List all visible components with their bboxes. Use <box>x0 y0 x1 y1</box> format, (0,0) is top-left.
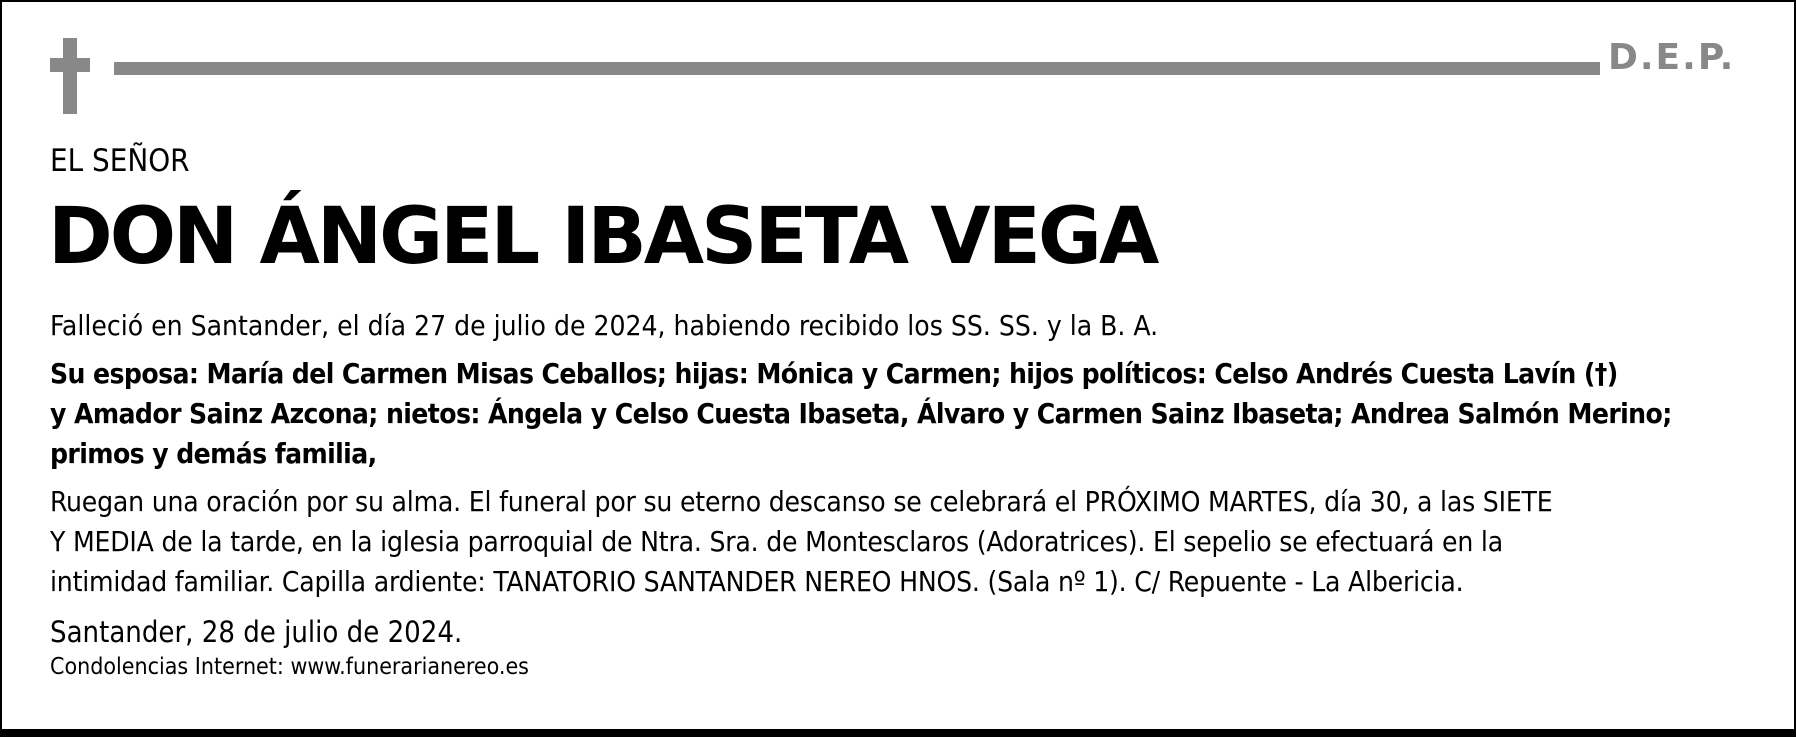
death-statement: Falleció en Santander, el día 27 de julio de 2024, habiendo recibido los SS. SS. y la B. A. <box>50 309 1159 342</box>
header-rule <box>114 62 1600 75</box>
family-line: y Amador Sainz Azcona; nietos: Ángela y Celso Cuesta Ibaseta, Álvaro y Carmen Sainz Ibaseta; Andrea Salmón Merino; <box>50 397 1672 430</box>
prayer-line: Ruegan una oración por su alma. El funeral por su eterno descanso se celebrará el PRÓXIMO MARTES, día 30, a las SIETE <box>50 485 1553 518</box>
honorific: EL SEÑOR <box>50 143 190 179</box>
family-line: Su esposa: María del Carmen Misas Ceballos; hijas: Mónica y Carmen; hijos políticos: Celso Andrés Cuesta Lavín (†) <box>50 357 1618 390</box>
prayer-line: Y MEDIA de la tarde, en la iglesia parroquial de Ntra. Sra. de Montesclaros (Adoratrices). El sepelio se efectuará en la <box>50 525 1503 558</box>
prayer-line: intimidad familiar. Capilla ardiente: TANATORIO SANTANDER NEREO HNOS. (Sala nº 1). C/ Repuente - La Albericia. <box>50 565 1464 598</box>
condolences-line: Condolencias Internet: www.funerarianereo.es <box>50 654 529 680</box>
place-date: Santander, 28 de julio de 2024. <box>50 615 463 649</box>
cross-icon <box>50 38 90 114</box>
family-paragraph <box>50 354 1770 474</box>
deceased-name: DON ÁNGEL IBASETA VEGA <box>48 192 1157 282</box>
prayer-paragraph <box>50 482 1770 602</box>
family-line: primos y demás familia, <box>50 437 377 470</box>
dep-label: D.E.P. <box>1608 37 1736 78</box>
